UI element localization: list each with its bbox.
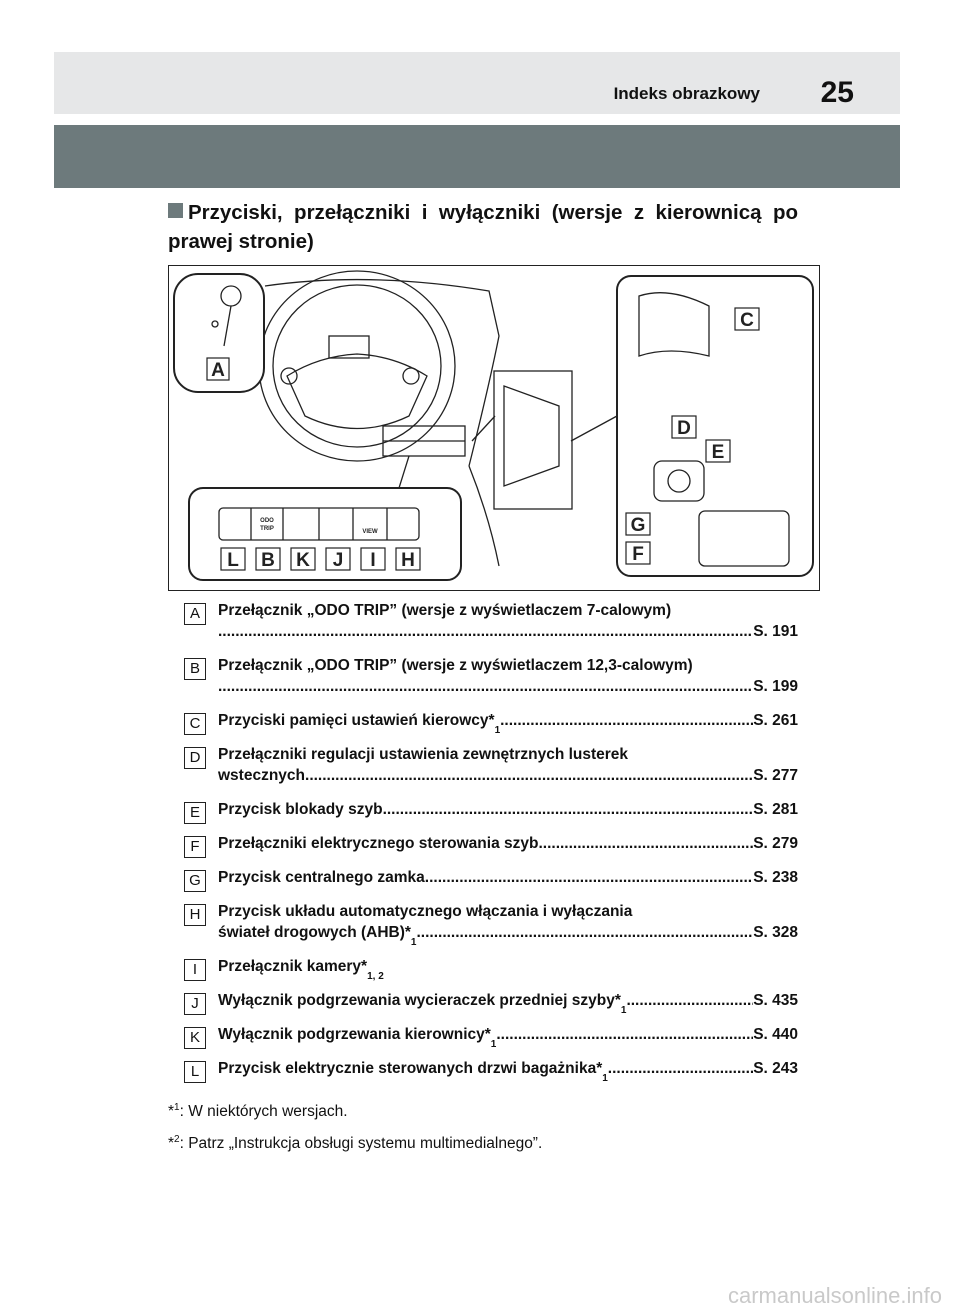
item-line1: Przycisk układu automatycznego włączania i wyłączania — [218, 903, 633, 920]
letter-badge: K — [184, 1027, 206, 1049]
footnote-2-text: : Patrz „Instrukcja obsługi systemu multimedialnego”. — [179, 1135, 543, 1153]
callout-h: H — [401, 550, 415, 571]
letter-badge: H — [184, 904, 206, 926]
page-reference: S. 328 — [753, 924, 798, 941]
callout-l: L — [227, 550, 239, 571]
leader-dots — [608, 1058, 753, 1079]
item-line1: Przełączniki regulacji ustawienia zewnętrznych lusterek — [218, 746, 629, 763]
legend-item — [184, 867, 798, 888]
dashboard-line — [265, 280, 499, 466]
square-bullet-icon — [168, 203, 183, 218]
steering-wheel-hub — [287, 354, 427, 429]
legend-item: C Przyciski pamięci ustawień kierowcy* 1 ..... S. 261 — [184, 710, 798, 731]
item-line2: Przycisk blokady szyb — [218, 801, 383, 818]
callout-e: E — [711, 442, 725, 463]
callout-k: K — [296, 550, 310, 571]
right-wheel-button — [403, 368, 419, 384]
page-reference: S. 261 — [753, 712, 798, 729]
item-line1: Przełącznik „ODO TRIP” (wersje z wyświetlaczem 7-calowym) — [218, 602, 672, 619]
item-line2: Wyłącznik podgrzewania kierownicy* — [218, 1026, 491, 1043]
dashboard-illustration — [169, 266, 821, 592]
item-line2: świateł drogowych (AHB)* — [218, 924, 411, 941]
leader-dots — [383, 799, 754, 820]
letter-badge: B — [184, 658, 206, 680]
letter-badge: A — [184, 603, 206, 625]
callout-g: G — [630, 515, 646, 536]
page-reference: S. 440 — [753, 1026, 798, 1043]
item-line2: Przycisk elektrycznie sterowanych drzwi bagażnika* — [218, 1060, 603, 1077]
header-title: Indeks obrazkowy — [613, 84, 760, 103]
item-line2: Przyciski pamięci ustawień kierowcy* — [218, 712, 495, 729]
letter-badge: I — [184, 959, 206, 981]
page-reference: S. 199 — [753, 678, 798, 695]
footnotes — [168, 1097, 798, 1161]
section-band — [54, 125, 900, 188]
section-title-text: Przyciski, przełączniki i wyłączniki (wersje z kierownicą po prawej stronie) — [168, 201, 798, 253]
callout-j: J — [332, 550, 344, 571]
legend-item — [184, 655, 798, 697]
legend-item: L Przycisk elektrycznie sterowanych drzwi bagażnika* 1 ..... S. 243 — [184, 1058, 798, 1079]
letter-badge: L — [184, 1061, 206, 1083]
leader-dots — [416, 922, 753, 943]
letter-badge: E — [184, 802, 206, 824]
view-label: VIEW — [362, 529, 378, 535]
page-reference: S. 191 — [753, 623, 798, 640]
legend-list — [184, 600, 798, 1092]
letter-badge: J — [184, 993, 206, 1015]
letter-badge: F — [184, 836, 206, 858]
legend-item — [184, 600, 798, 642]
legend-item: I Przełącznik kamery* 1, 2 — [184, 956, 798, 977]
page-reference: S. 238 — [753, 869, 798, 886]
footnote-1: *$^1$: W niektórych wersjach. — [168, 1102, 348, 1121]
page-number: 25 — [820, 76, 854, 109]
leader-dots — [305, 765, 753, 786]
leader-strip — [399, 456, 409, 488]
header-bar — [54, 52, 900, 114]
callout-b: B — [261, 550, 275, 571]
leader-dots — [218, 676, 753, 697]
footnote-1-text: : W niektórych wersjach. — [179, 1103, 348, 1121]
steering-wheel-rim — [259, 271, 455, 461]
item-line2: Przycisk centralnego zamka — [218, 869, 425, 886]
letter-badge: G — [184, 870, 206, 892]
leader-dots — [500, 710, 753, 731]
leader-dots — [218, 621, 753, 642]
callout-c: C — [740, 310, 754, 331]
section-title — [168, 198, 798, 256]
legend-item: H Przycisk układu automatycznego włączania i wyłączania świateł drogowych (AHB)* 1 ..... S. 328 — [184, 901, 798, 943]
item-line2: Wyłącznik podgrzewania wycieraczek przedniej szyby* — [218, 992, 621, 1009]
footnote-1-mark: 1 — [174, 1102, 180, 1113]
legend-item — [184, 799, 798, 820]
callout-d: D — [677, 418, 691, 439]
legend-item: J Wyłącznik podgrzewania wycieraczek przedniej szyby* 1 ..... S. 435 — [184, 990, 798, 1011]
leader-dots — [425, 867, 753, 888]
legend-item: K Wyłącznik podgrzewania kierownicy* 1 ..... S. 440 — [184, 1024, 798, 1045]
callout-a: A — [211, 360, 225, 381]
page-reference: S. 279 — [753, 835, 798, 852]
legend-item — [184, 833, 798, 854]
leader-door-right — [571, 416, 617, 441]
item-line2: Przełącznik kamery* — [218, 958, 368, 975]
odo-label: ODO — [260, 518, 274, 524]
footnote-2: *$^2$: Patrz „Instrukcja obsługi systemu multimedialnego”. — [168, 1134, 543, 1153]
letter-badge: C — [184, 713, 206, 735]
dashboard-figure — [168, 265, 820, 591]
steering-wheel-inner — [273, 285, 441, 447]
page-reference: S. 435 — [753, 992, 798, 1009]
item-line1: Przełącznik „ODO TRIP” (wersje z wyświetlaczem 12,3-calowym) — [218, 657, 693, 674]
leader-door — [472, 416, 495, 441]
door-panel-inset — [494, 371, 572, 509]
leader-dots — [626, 990, 753, 1011]
trip-label: TRIP — [260, 526, 274, 532]
page-reference: S. 281 — [753, 801, 798, 818]
item-line2: Przełączniki elektrycznego sterowania szyb — [218, 835, 539, 852]
watermark: carmanualsonline.info — [727, 1283, 942, 1308]
legend-item — [184, 744, 798, 786]
callout-i: I — [370, 550, 376, 571]
leader-dots — [538, 833, 753, 854]
letter-badge: D — [184, 747, 206, 769]
item-line2: wstecznych — [218, 767, 306, 784]
footnote-2-mark: 2 — [174, 1134, 180, 1146]
callout-f: F — [632, 544, 644, 565]
leader-dots — [496, 1024, 753, 1045]
page-reference: S. 243 — [753, 1060, 798, 1077]
page-reference: S. 277 — [753, 767, 798, 784]
